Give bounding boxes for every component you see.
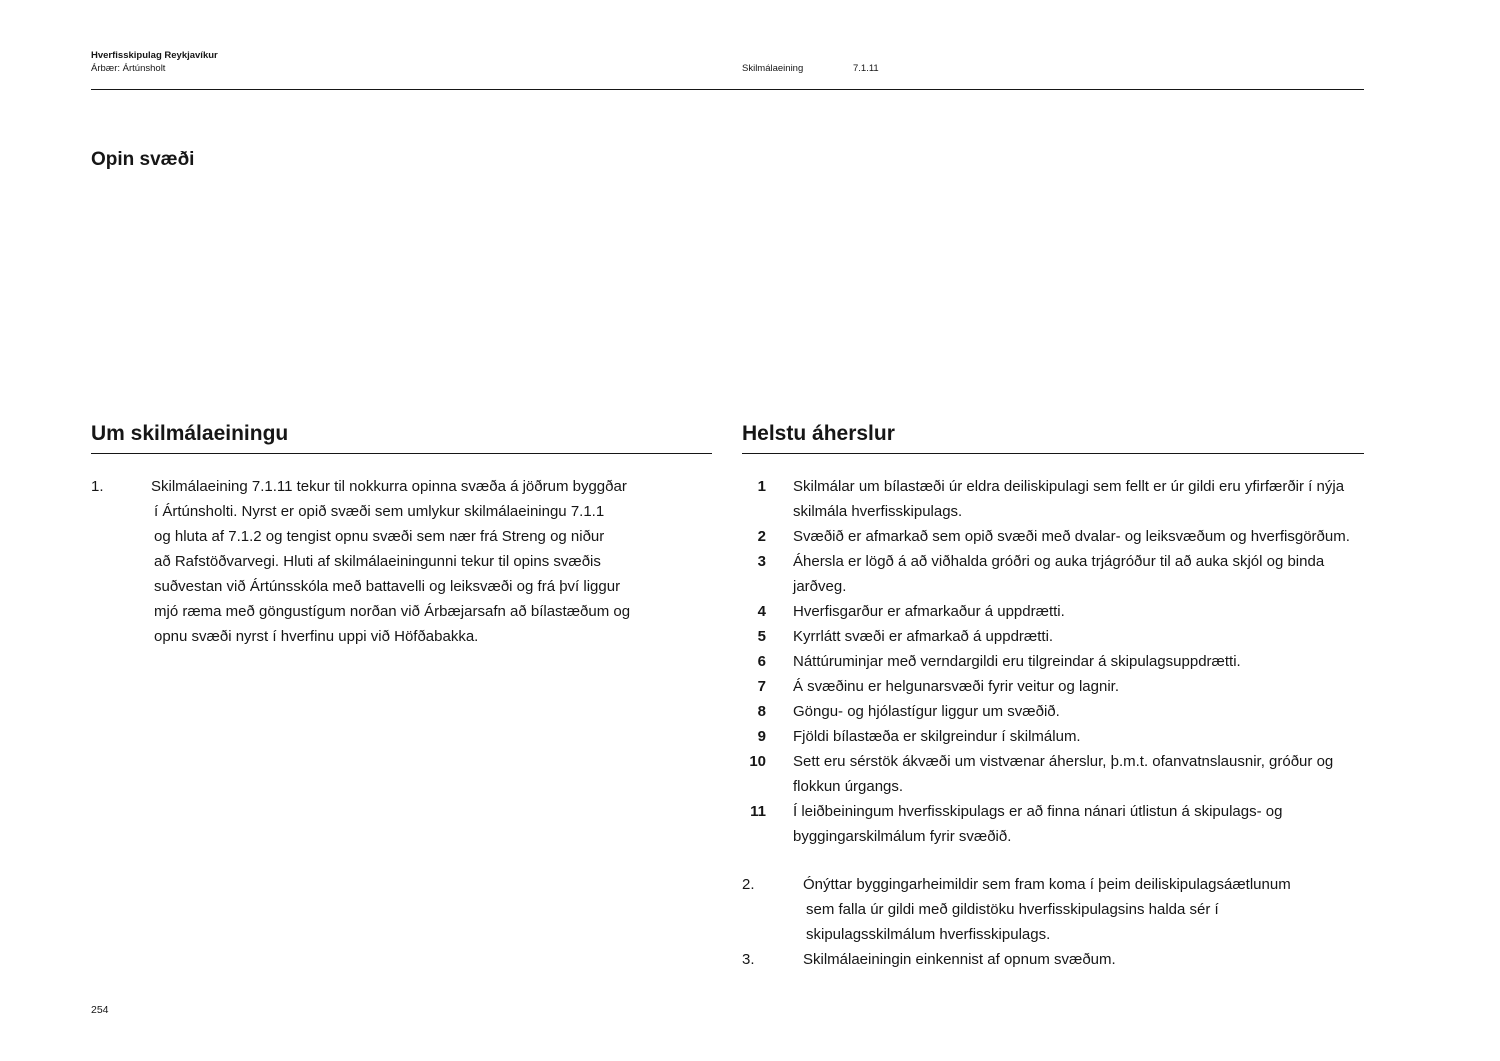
list-item-number: 3 [757,553,766,570]
list-item-text: Sett eru sérstök ákvæði um vistvænar áherslur, þ.m.t. ofanvatnslausnir, gróður og flokkun úrgangs. [793,753,1334,795]
list-item [742,524,1367,549]
text-line: og hluta af 7.1.2 og tengist opnu svæði sem nær frá Streng og niður [154,528,605,545]
paragraph-body [803,947,1363,972]
paragraph-number: 3. [742,951,755,968]
paragraph-body [803,872,1363,947]
text-line: opnu svæði nyrst í hverfinu uppi við Höfðabakka. [154,628,479,645]
list-item-text: Skilmálar um bílastæði úr eldra deiliskipulagi sem fellt er úr gildi eru yfirfærðir í nýja skilmála hverfisskipulags. [793,478,1345,520]
list-item-number: 6 [757,653,766,670]
list-item-number: 1 [757,478,766,495]
list-item-text: Í leiðbeiningum hverfisskipulags er að finna nánari útlistun á skipulags- og byggingarskilmálum fyrir svæðið. [793,803,1283,845]
text-line: í Ártúnsholti. Nyrst er opið svæði sem umlykur skilmálaeiningu 7.1.1 [154,503,605,520]
text-line: að Rafstöðvarvegi. Hluti af skilmálaeiningunni tekur til opins svæðis [154,553,601,570]
text-line: mjó ræma með göngustígum norðan við Árbæjarsafn að bílastæðum og [154,603,631,620]
list-item [742,749,1367,799]
list-item [742,549,1367,599]
text-line: Skilmálaeiningin einkennist af opnum svæðum. [803,951,1116,968]
left-item-number: 1. [91,478,104,495]
list-item [742,474,1367,524]
left-section-title: Um skilmálaeiningu [91,422,289,445]
list-item-number: 7 [757,678,766,695]
page-title: Opin svæði [91,149,195,170]
list-item-text: Áhersla er lögð á að viðhalda gróðri og auka trjágróður til að auka skjól og binda jarðveg. [793,553,1325,595]
left-section-divider [91,453,712,454]
list-item [742,649,1367,674]
list-item-text: Fjöldi bílastæða er skilgreindur í skilmálum. [793,728,1081,745]
document-title: Hverfisskipulag Reykjavíkur [91,50,218,61]
list-item [742,724,1367,749]
list-item-text: Kyrrlátt svæði er afmarkað á uppdrætti. [793,628,1054,645]
header-divider [91,89,1364,90]
right-section-title: Helstu áherslur [742,422,895,445]
list-item-number: 11 [750,803,766,820]
list-item-number: 4 [757,603,766,620]
list-item-number: 10 [749,753,766,770]
text-line: Ónýttar byggingarheimildir sem fram koma í þeim deiliskipulagsáætlunum [803,876,1291,893]
list-item-number: 5 [757,628,766,645]
list-item [742,699,1367,724]
text-line: skipulagsskilmálum hverfisskipulags. [806,926,1051,943]
list-item-number: 9 [757,728,766,745]
list-item-text: Svæðið er afmarkað sem opið svæði með dvalar- og leiksvæðum og hverfisgörðum. [793,528,1350,545]
list-item-text: Hverfisgarður er afmarkaður á uppdrætti. [793,603,1065,620]
list-item [742,799,1367,849]
document-subtitle: Árbær: Ártúnsholt [91,63,166,74]
unit-number: 7.1.11 [853,63,879,74]
list-item [742,674,1367,699]
right-section-divider [742,453,1364,454]
unit-label: Skilmálaeining [742,63,804,74]
emphasis-list [742,474,1367,849]
list-item-text: Á svæðinu er helgunarsvæði fyrir veitur og lagnir. [793,678,1119,695]
list-item-number: 2 [757,528,766,545]
text-line: suðvestan við Ártúnsskóla með battavelli og leiksvæði og frá því liggur [154,578,621,595]
paragraph-number: 2. [742,876,755,893]
list-item [742,599,1367,624]
list-item-number: 8 [757,703,766,720]
list-item-text: Náttúruminjar með verndargildi eru tilgreindar á skipulagsuppdrætti. [793,653,1241,670]
list-item [742,624,1367,649]
text-line: sem falla úr gildi með gildistöku hverfisskipulagsins halda sér í [806,901,1219,918]
text-line: Skilmálaeining 7.1.11 tekur til nokkurra opinna svæða á jöðrum byggðar [151,478,627,495]
list-item-text: Göngu- og hjólastígur liggur um svæðið. [793,703,1060,720]
page-number: 254 [91,1004,109,1016]
left-item-body [151,474,691,649]
